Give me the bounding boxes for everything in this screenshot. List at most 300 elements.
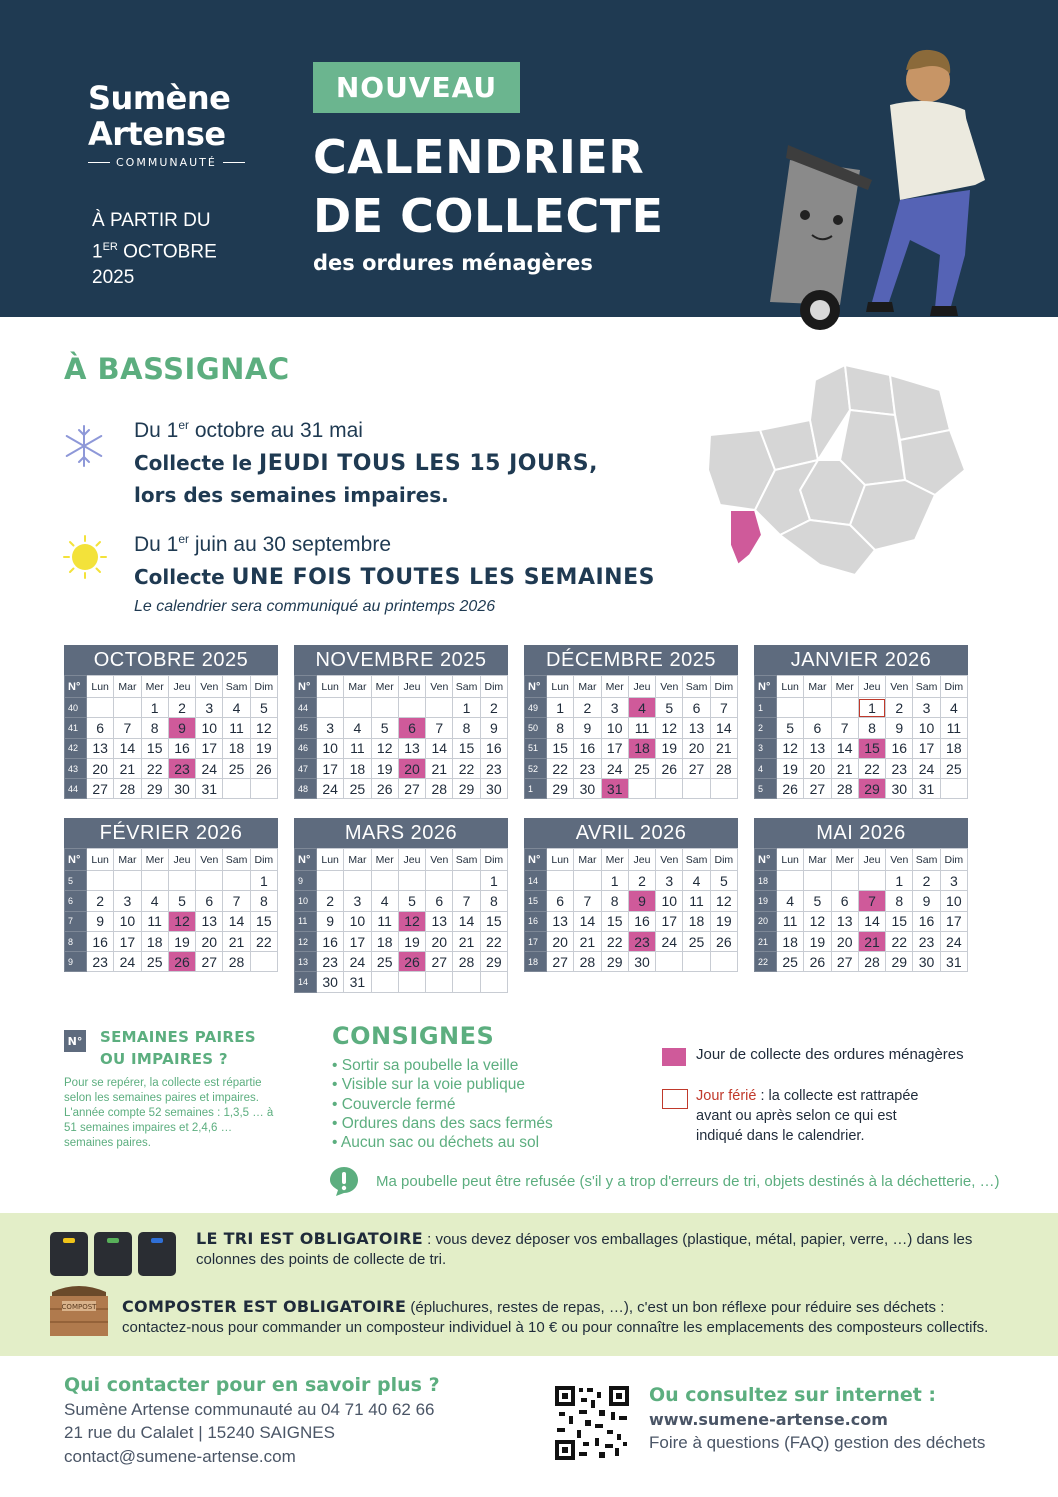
day-cell: 27 [426, 952, 453, 972]
winter-collect: Collecte le JEUDI TOUS LES 15 JOURS, [134, 451, 599, 476]
day-cell: 9 [574, 718, 601, 738]
week-row [65, 758, 278, 778]
legend-holiday-text: Jour férié : la collecte est rattrapée avant ou après selon ce qui est indiqué dans le calendrier. [696, 1088, 919, 1144]
weekday-header: Lun [87, 676, 114, 698]
day-cell: 13 [804, 738, 831, 758]
empty-day-cell [371, 698, 398, 718]
day-cell: 20 [426, 931, 453, 951]
day-cell: 17 [114, 931, 141, 951]
consigne-item: • Ordures dans des sacs fermés [332, 1114, 553, 1132]
day-cell: 17 [317, 758, 344, 778]
month-calendar [524, 645, 738, 799]
day-cell: 18 [777, 931, 804, 951]
collection-day-cell: 9 [168, 718, 195, 738]
week-number-badge: N° [64, 1030, 86, 1052]
day-cell: 1 [601, 871, 628, 891]
week-row [295, 738, 508, 758]
day-cell: 11 [777, 911, 804, 931]
day-cell: 26 [710, 931, 737, 951]
weekday-header: Jeu [168, 849, 195, 871]
day-cell: 6 [804, 718, 831, 738]
empty-day-cell [223, 871, 250, 891]
weekday-header-row [295, 849, 508, 871]
day-cell: 8 [453, 718, 480, 738]
empty-day-cell [426, 972, 453, 992]
week-number: 44 [295, 698, 317, 718]
week-row [525, 779, 738, 799]
day-cell: 24 [344, 952, 371, 972]
week-number-header: N° [755, 849, 777, 871]
weekday-header: Ven [656, 676, 683, 698]
day-cell: 16 [574, 738, 601, 758]
day-cell: 22 [547, 758, 574, 778]
week-row [65, 779, 278, 799]
month-calendar [294, 645, 508, 799]
empty-day-cell [114, 698, 141, 718]
weekday-header: Lun [87, 849, 114, 871]
weekday-header: Jeu [398, 676, 425, 698]
empty-day-cell [574, 871, 601, 891]
week-number: 1 [755, 698, 777, 718]
day-cell: 23 [574, 758, 601, 778]
day-cell: 14 [426, 738, 453, 758]
day-cell: 4 [940, 698, 967, 718]
day-cell: 13 [426, 911, 453, 931]
day-cell: 26 [250, 758, 277, 778]
day-cell: 22 [480, 931, 507, 951]
week-number: 14 [295, 972, 317, 992]
legend-holiday-swatch [662, 1089, 688, 1109]
day-cell: 8 [547, 718, 574, 738]
day-cell: 3 [196, 698, 223, 718]
day-cell: 11 [223, 718, 250, 738]
day-cell: 24 [114, 952, 141, 972]
week-number: 9 [65, 952, 87, 972]
day-cell: 6 [683, 698, 710, 718]
week-number: 21 [755, 931, 777, 951]
empty-day-cell [547, 871, 574, 891]
compost-label: COMPOST [61, 1303, 97, 1311]
weekday-header: Lun [547, 849, 574, 871]
week-row [525, 758, 738, 778]
weekday-header-row [65, 849, 278, 871]
day-cell: 24 [317, 779, 344, 799]
weekday-header: Mer [831, 849, 858, 871]
day-cell: 6 [831, 891, 858, 911]
week-number: 5 [755, 779, 777, 799]
weekday-header: Jeu [858, 849, 885, 871]
week-number-header: N° [65, 676, 87, 698]
weekday-header: Jeu [168, 676, 195, 698]
day-cell: 7 [426, 718, 453, 738]
day-cell: 5 [250, 698, 277, 718]
day-cell: 1 [480, 871, 507, 891]
day-cell: 26 [371, 779, 398, 799]
month-grid [754, 848, 968, 972]
day-cell: 25 [344, 779, 371, 799]
collection-day-cell: 29 [858, 779, 885, 799]
week-row [65, 698, 278, 718]
week-number: 47 [295, 758, 317, 778]
weekday-header: Sam [913, 849, 940, 871]
contact-phone: Sumène Artense communauté au 04 71 40 62 66 [64, 1400, 435, 1419]
legend-collect-swatch [662, 1048, 686, 1066]
new-badge: NOUVEAU [313, 62, 520, 113]
month-calendar [754, 645, 968, 799]
day-cell: 25 [371, 952, 398, 972]
week-number-header: N° [295, 676, 317, 698]
day-cell: 5 [371, 718, 398, 738]
day-cell: 17 [601, 738, 628, 758]
day-cell: 31 [940, 952, 967, 972]
weekday-header-row [525, 849, 738, 871]
day-cell: 29 [886, 952, 913, 972]
day-cell: 20 [804, 758, 831, 778]
weekday-header: Jeu [628, 676, 655, 698]
week-number: 1 [525, 779, 547, 799]
empty-day-cell [196, 871, 223, 891]
day-cell: 24 [913, 758, 940, 778]
day-cell: 27 [196, 952, 223, 972]
day-cell: 6 [87, 718, 114, 738]
qr-code[interactable] [555, 1386, 629, 1460]
week-number: 13 [295, 952, 317, 972]
week-number: 9 [295, 871, 317, 891]
empty-day-cell [777, 871, 804, 891]
day-cell: 25 [940, 758, 967, 778]
day-cell: 8 [886, 891, 913, 911]
week-number: 42 [65, 738, 87, 758]
territory-map [700, 360, 970, 585]
day-cell: 16 [886, 738, 913, 758]
logo-subtitle: COMMUNAUTÉ [116, 156, 217, 169]
weekday-header: Lun [317, 676, 344, 698]
day-cell: 27 [804, 779, 831, 799]
weekday-header: Jeu [628, 849, 655, 871]
weekday-header: Jeu [398, 849, 425, 871]
empty-day-cell [710, 952, 737, 972]
day-cell: 4 [683, 871, 710, 891]
summer-period: Du 1er juin au 30 septembre [134, 532, 391, 556]
collection-day-cell: 6 [398, 718, 425, 738]
empty-day-cell [656, 952, 683, 972]
month-calendar [64, 645, 278, 799]
start-date-line1: À PARTIR DU [92, 210, 211, 231]
page-title-line2: DE COLLECTE [313, 189, 664, 243]
day-cell: 28 [453, 952, 480, 972]
week-number: 40 [65, 698, 87, 718]
week-row [525, 718, 738, 738]
day-cell: 21 [426, 758, 453, 778]
start-date-line2: 1ER OCTOBRE [92, 241, 217, 263]
weekday-header: Mer [141, 676, 168, 698]
empty-day-cell [250, 779, 277, 799]
composting-text: COMPOSTER EST OBLIGATOIRE (épluchures, restes de repas, …), c'est un bon réflexe pour réduire ses déchets : contactez-nous pour commander un composteur individuel à 10 € ou pour connaître les emplacements des composteurs collectifs. [122, 1297, 989, 1336]
weeks-help-text: Pour se repérer, la collecte est répartie selon les semaines paires et impaires. L'année compte 52 semaines : 1,3,5 … à 51 semaines impaires et 2,4,6 … semaines paires. [64, 1077, 274, 1149]
weekday-header-row [295, 676, 508, 698]
week-number: 20 [755, 911, 777, 931]
day-cell: 19 [777, 758, 804, 778]
day-cell: 18 [683, 911, 710, 931]
day-cell: 3 [317, 718, 344, 738]
day-cell: 3 [940, 871, 967, 891]
day-cell: 26 [656, 758, 683, 778]
day-cell: 15 [601, 911, 628, 931]
month-calendar [64, 818, 278, 972]
day-cell: 2 [87, 891, 114, 911]
collection-day-cell: 31 [601, 779, 628, 799]
weekday-header-row [65, 676, 278, 698]
day-cell: 30 [480, 779, 507, 799]
weeks-help-title: SEMAINES PAIRES OU IMPAIRES ? [100, 1028, 256, 1068]
week-row [525, 911, 738, 931]
empty-day-cell [426, 698, 453, 718]
week-row [525, 738, 738, 758]
month-grid [294, 675, 508, 799]
weekday-header: Sam [223, 676, 250, 698]
empty-day-cell [398, 972, 425, 992]
day-cell: 2 [168, 698, 195, 718]
week-number-header: N° [525, 849, 547, 871]
day-cell: 17 [344, 931, 371, 951]
day-cell: 21 [831, 758, 858, 778]
day-cell: 7 [831, 718, 858, 738]
month-grid [64, 675, 278, 799]
day-cell: 30 [168, 779, 195, 799]
day-cell: 11 [371, 911, 398, 931]
collection-day-cell: 26 [168, 952, 195, 972]
day-cell: 22 [886, 931, 913, 951]
day-cell: 19 [656, 738, 683, 758]
week-row [295, 779, 508, 799]
logo-line1: Sumène [88, 79, 231, 117]
day-cell: 24 [656, 931, 683, 951]
day-cell: 26 [777, 779, 804, 799]
week-number: 6 [65, 891, 87, 911]
weekday-header: Dim [480, 849, 507, 871]
week-row [755, 931, 968, 951]
month-grid [524, 848, 738, 972]
contact-title: Qui contacter pour en savoir plus ? [64, 1374, 440, 1396]
empty-day-cell [344, 871, 371, 891]
day-cell: 7 [114, 718, 141, 738]
day-cell: 13 [196, 911, 223, 931]
empty-day-cell [371, 972, 398, 992]
weekday-header: Dim [940, 849, 967, 871]
day-cell: 18 [141, 931, 168, 951]
day-cell: 9 [87, 911, 114, 931]
weekday-header: Dim [250, 849, 277, 871]
day-cell: 4 [141, 891, 168, 911]
day-cell: 5 [710, 871, 737, 891]
month-title: MARS 2026 [294, 818, 508, 848]
month-calendar [754, 818, 968, 972]
website-link[interactable]: www.sumene-artense.com [649, 1410, 888, 1429]
day-cell: 22 [250, 931, 277, 951]
day-cell: 10 [344, 911, 371, 931]
day-cell: 14 [453, 911, 480, 931]
weekday-header: Sam [683, 849, 710, 871]
day-cell: 23 [317, 952, 344, 972]
day-cell: 2 [886, 698, 913, 718]
week-number: 14 [525, 871, 547, 891]
week-row [295, 871, 508, 891]
day-cell: 16 [168, 738, 195, 758]
contact-address: 21 rue du Calalet | 15240 SAIGNES [64, 1423, 335, 1442]
weekday-header: Mer [601, 676, 628, 698]
day-cell: 1 [547, 698, 574, 718]
weekday-header: Mar [804, 676, 831, 698]
day-cell: 12 [656, 718, 683, 738]
weekday-header-row [525, 676, 738, 698]
day-cell: 28 [574, 952, 601, 972]
day-cell: 11 [940, 718, 967, 738]
day-cell: 15 [250, 911, 277, 931]
page-subtitle: des ordures ménagères [313, 251, 593, 275]
winter-collect-line2: lors des semaines impaires. [134, 483, 449, 507]
weekday-header: Ven [426, 849, 453, 871]
week-number: 19 [755, 891, 777, 911]
day-cell: 20 [196, 931, 223, 951]
week-number: 4 [755, 758, 777, 778]
empty-day-cell [831, 698, 858, 718]
day-cell: 19 [250, 738, 277, 758]
day-cell: 24 [601, 758, 628, 778]
collection-day-cell: 9 [628, 891, 655, 911]
week-row [525, 891, 738, 911]
collection-day-cell: 23 [628, 931, 655, 951]
day-cell: 27 [398, 779, 425, 799]
location-title: À BASSIGNAC [64, 352, 290, 386]
day-cell: 24 [940, 931, 967, 951]
week-number: 11 [295, 911, 317, 931]
week-number: 22 [755, 952, 777, 972]
month-title: JANVIER 2026 [754, 645, 968, 675]
sun-icon [62, 534, 108, 580]
day-cell: 3 [601, 698, 628, 718]
empty-day-cell [317, 698, 344, 718]
day-cell: 11 [344, 738, 371, 758]
week-row [295, 891, 508, 911]
day-cell: 22 [601, 931, 628, 951]
day-cell: 12 [777, 738, 804, 758]
day-cell: 15 [886, 911, 913, 931]
summer-collect: Collecte UNE FOIS TOUTES LES SEMAINES [134, 565, 655, 590]
day-cell: 5 [804, 891, 831, 911]
day-cell: 31 [344, 972, 371, 992]
weekday-header: Mer [371, 676, 398, 698]
day-cell: 22 [453, 758, 480, 778]
day-cell: 12 [804, 911, 831, 931]
day-cell: 13 [87, 738, 114, 758]
empty-day-cell [683, 952, 710, 972]
consigne-item: • Aucun sac ou déchets au sol [332, 1134, 540, 1152]
logo [88, 80, 245, 169]
day-cell: 25 [223, 758, 250, 778]
day-cell: 5 [168, 891, 195, 911]
day-cell: 5 [777, 718, 804, 738]
day-cell: 10 [317, 738, 344, 758]
day-cell: 6 [196, 891, 223, 911]
month-title: MAI 2026 [754, 818, 968, 848]
day-cell: 25 [683, 931, 710, 951]
day-cell: 14 [223, 911, 250, 931]
weekday-header: Ven [196, 849, 223, 871]
month-grid [64, 848, 278, 972]
week-number: 3 [755, 738, 777, 758]
day-cell: 30 [574, 779, 601, 799]
weekday-header: Ven [886, 849, 913, 871]
weekday-header: Jeu [858, 676, 885, 698]
week-row [295, 972, 508, 992]
page-title-line1: CALENDRIER [313, 130, 645, 184]
weekday-header: Lun [777, 849, 804, 871]
person-with-bin-illustration [760, 40, 990, 330]
day-cell: 11 [141, 911, 168, 931]
empty-day-cell [371, 871, 398, 891]
week-number: 44 [65, 779, 87, 799]
day-cell: 26 [804, 952, 831, 972]
day-cell: 14 [114, 738, 141, 758]
day-cell: 17 [940, 911, 967, 931]
day-cell: 23 [913, 931, 940, 951]
day-cell: 2 [913, 871, 940, 891]
empty-day-cell [87, 698, 114, 718]
weekday-header-row [755, 676, 968, 698]
day-cell: 28 [114, 779, 141, 799]
day-cell: 14 [831, 738, 858, 758]
day-cell: 4 [371, 891, 398, 911]
weekday-header-row [755, 849, 968, 871]
empty-day-cell [453, 972, 480, 992]
collection-day-cell: 21 [858, 931, 885, 951]
weekday-header: Mar [344, 849, 371, 871]
empty-day-cell [804, 698, 831, 718]
day-cell: 7 [223, 891, 250, 911]
day-cell: 25 [141, 952, 168, 972]
contact-email[interactable]: contact@sumene-artense.com [64, 1447, 296, 1466]
day-cell: 23 [480, 758, 507, 778]
day-cell: 13 [547, 911, 574, 931]
empty-day-cell [114, 871, 141, 891]
weekday-header: Mar [344, 676, 371, 698]
day-cell: 17 [913, 738, 940, 758]
weekday-header: Ven [426, 676, 453, 698]
composter-icon [48, 1282, 110, 1338]
week-row [755, 779, 968, 799]
day-cell: 14 [858, 911, 885, 931]
week-row [65, 718, 278, 738]
consigne-item: • Visible sur la voie publique [332, 1076, 525, 1094]
weekday-header: Sam [453, 676, 480, 698]
day-cell: 7 [574, 891, 601, 911]
logo-line3 [88, 156, 245, 169]
faq-text: Foire à questions (FAQ) gestion des déchets [649, 1433, 986, 1452]
day-cell: 1 [141, 698, 168, 718]
day-cell: 11 [628, 718, 655, 738]
day-cell: 9 [317, 911, 344, 931]
weekday-header: Lun [777, 676, 804, 698]
empty-day-cell [656, 779, 683, 799]
day-cell: 16 [87, 931, 114, 951]
weekday-header: Mer [831, 676, 858, 698]
week-row [295, 758, 508, 778]
holiday-day-cell: 1 [858, 698, 885, 718]
day-cell: 19 [804, 931, 831, 951]
day-cell: 10 [196, 718, 223, 738]
week-row [755, 758, 968, 778]
week-number-header: N° [755, 676, 777, 698]
